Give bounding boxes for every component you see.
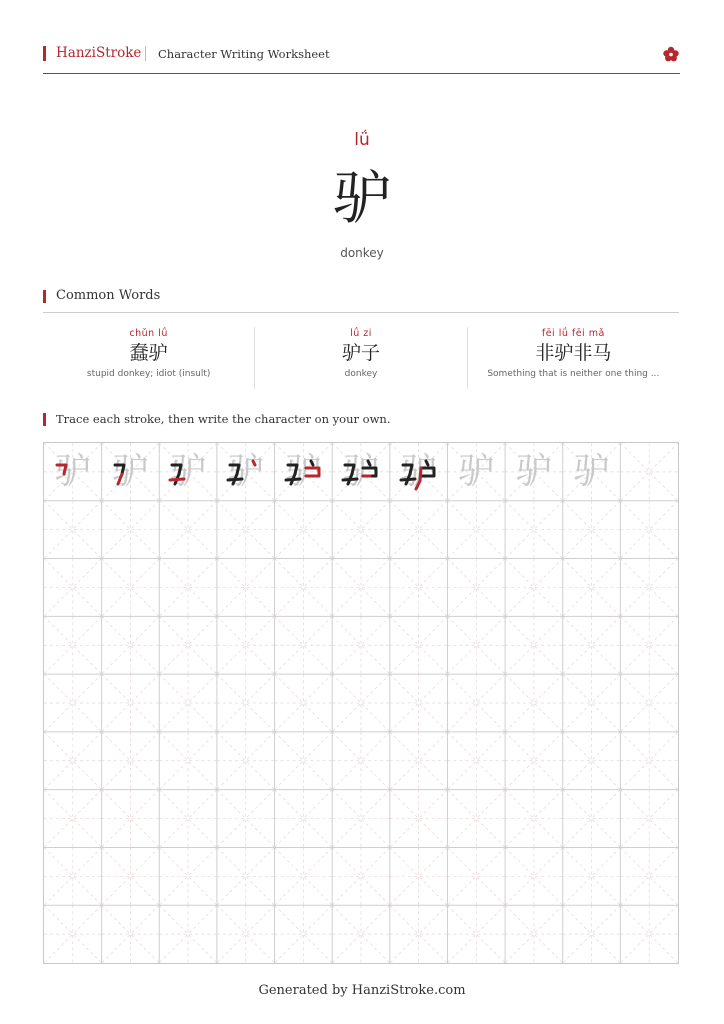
stroke-path bbox=[311, 461, 313, 465]
trace-character: 驴 bbox=[400, 451, 437, 492]
word-hanzi: 非驴非马 bbox=[535, 342, 612, 364]
header-accent-bar bbox=[43, 46, 46, 61]
word-pinyin: lǘ zi bbox=[350, 328, 372, 339]
practice-heading bbox=[43, 411, 679, 431]
stroke-path bbox=[57, 465, 66, 474]
common-words-title: Common Words bbox=[56, 288, 161, 303]
trace-character: 驴 bbox=[573, 451, 610, 492]
stroke-order-figure bbox=[275, 443, 333, 501]
trace-character: 驴 bbox=[112, 451, 149, 492]
stroke-order-figure bbox=[102, 443, 160, 501]
stroke-step-cell[interactable] bbox=[102, 443, 160, 501]
stroke-order-figure bbox=[217, 443, 275, 501]
character-meaning: donkey bbox=[340, 246, 384, 260]
stroke-order-figure bbox=[159, 443, 217, 501]
stroke-step-cell[interactable] bbox=[217, 443, 275, 501]
trace-character: 驴 bbox=[170, 451, 207, 492]
stroke-step-cell[interactable] bbox=[275, 443, 333, 501]
stroke-step-cell[interactable] bbox=[332, 443, 390, 501]
section-accent-bar bbox=[43, 413, 46, 426]
trace-character: 驴 bbox=[285, 451, 322, 492]
word-pinyin: chǔn lǘ bbox=[129, 328, 168, 339]
stroke-path bbox=[170, 479, 184, 480]
trace-character: 驴 bbox=[515, 451, 552, 492]
stroke-path bbox=[306, 468, 319, 476]
stroke-order-figure bbox=[390, 443, 448, 501]
worksheet-header bbox=[43, 42, 680, 74]
stroke-path bbox=[286, 479, 300, 480]
plum-blossom-icon bbox=[662, 45, 680, 63]
stroke-path bbox=[118, 474, 122, 484]
trace-character: 驴 bbox=[227, 451, 264, 492]
word-pinyin: fēi lǘ fēi mǎ bbox=[541, 328, 605, 339]
stroke-step-cell[interactable] bbox=[44, 443, 102, 501]
word-hanzi: 驴子 bbox=[341, 342, 380, 364]
stroke-path bbox=[368, 461, 370, 465]
stroke-path bbox=[343, 479, 357, 480]
trace-character: 驴 bbox=[54, 451, 91, 492]
stroke-path bbox=[416, 468, 421, 489]
trace-cell[interactable] bbox=[505, 443, 563, 501]
stroke-path bbox=[228, 479, 242, 480]
word-meaning: donkey bbox=[344, 369, 378, 379]
stroke-order-figure bbox=[44, 443, 102, 501]
practice-grid[interactable] bbox=[43, 442, 679, 964]
word-meaning: stupid donkey; idiot (insult) bbox=[86, 369, 211, 379]
worksheet-subtitle: Character Writing Worksheet bbox=[158, 47, 330, 61]
character-pinyin: lǘ bbox=[354, 130, 370, 150]
stroke-order-figure bbox=[332, 443, 390, 501]
header-divider bbox=[145, 46, 146, 61]
stroke-path bbox=[253, 461, 255, 465]
common-words-list bbox=[43, 327, 679, 389]
character-hanzi: 驴 bbox=[332, 164, 391, 232]
word-item bbox=[43, 327, 254, 389]
trace-character: 驴 bbox=[458, 451, 495, 492]
trace-cell[interactable] bbox=[447, 443, 505, 501]
brand-name[interactable]: HanziStroke bbox=[56, 45, 142, 61]
trace-cell[interactable] bbox=[563, 443, 621, 501]
stroke-step-cell[interactable] bbox=[390, 443, 448, 501]
trace-character: 驴 bbox=[342, 451, 379, 492]
stroke-step-cell[interactable] bbox=[159, 443, 217, 501]
stroke-path bbox=[426, 461, 428, 465]
common-words-heading bbox=[43, 288, 679, 313]
word-item bbox=[467, 327, 679, 389]
word-hanzi: 蠢驴 bbox=[129, 342, 168, 364]
grid-lines bbox=[44, 443, 678, 963]
section-accent-bar bbox=[43, 290, 46, 303]
practice-instruction: Trace each stroke, then write the character on your own. bbox=[56, 412, 391, 426]
word-meaning: Something that is neither one thing ... bbox=[487, 369, 660, 379]
footer-credit: Generated by HanziStroke.com bbox=[258, 983, 466, 998]
word-item bbox=[254, 327, 466, 389]
stroke-path bbox=[401, 479, 415, 480]
